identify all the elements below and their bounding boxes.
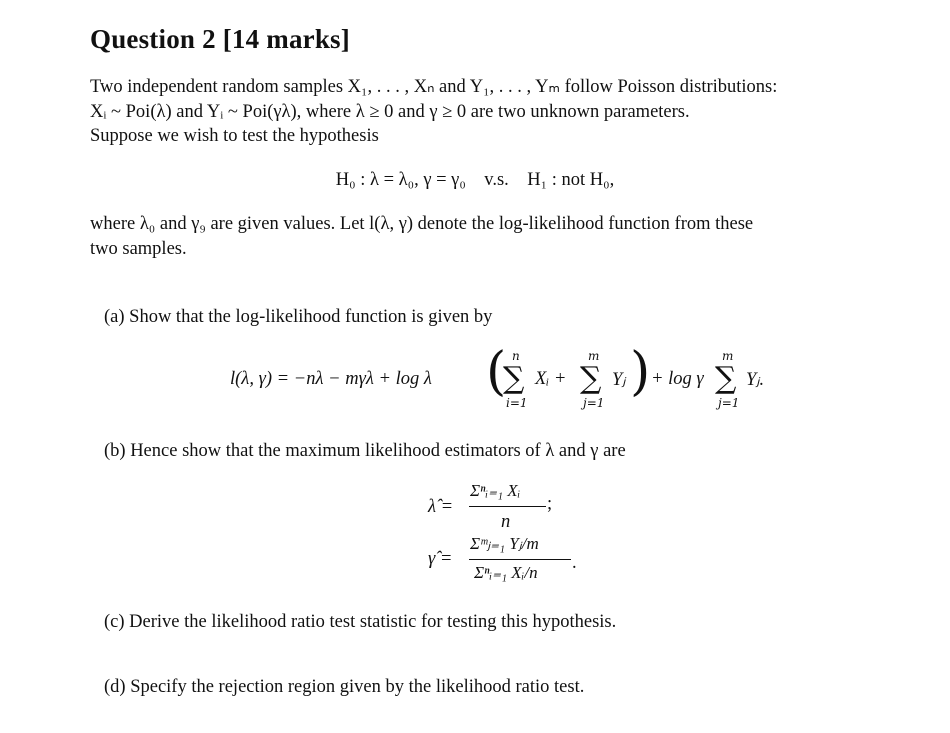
- part-a-text: (a) Show that the log-likelihood function is given by: [104, 307, 493, 327]
- sum2-upper: m: [588, 349, 600, 363]
- sum3-term: Yⱼ.: [746, 370, 765, 390]
- intro-line-3: Suppose we wish to test the hypothesis: [90, 126, 379, 146]
- close-paren: ): [630, 342, 651, 402]
- part-d-text: (d) Specify the rejection region given by the likelihood ratio test.: [104, 677, 585, 697]
- gamma-numerator: Σᵐⱼ₌₁ Yⱼ/m: [470, 534, 539, 553]
- lambda-numerator: Σⁿᵢ₌₁ Xᵢ: [470, 481, 521, 500]
- hypothesis-text: H₀ : λ = λ₀, γ = γ₀ v.s. H₁ : not H₀,: [335, 170, 615, 190]
- given-line-1: where λ₀ and γ₉ are given values. Let l(λ, γ) denote the log-likelihood function from these: [90, 214, 754, 234]
- hypothesis-statement: [0, 170, 950, 191]
- part-c-text: (c) Derive the likelihood ratio test statistic for testing this hypothesis.: [104, 612, 617, 632]
- equation-lhs: l(λ, γ) = −nλ − mγλ + log λ: [230, 369, 432, 389]
- lambda-hat-label: λ̂ =: [428, 497, 454, 517]
- intro-line-1: Two independent random samples X₁, . . . , Xₙ and Y₁, . . . , Yₘ follow Poisson distributions:: [90, 77, 778, 97]
- sum3-upper: m: [722, 349, 734, 363]
- lambda-fraction-bar: [469, 506, 546, 507]
- sum1-lower: i=1: [506, 396, 528, 410]
- gamma-end: .: [572, 553, 577, 573]
- sum3-symbol: ∑: [715, 361, 737, 396]
- intro-paragraph: [90, 75, 880, 149]
- sum1-symbol: ∑: [503, 361, 525, 396]
- given-line-2: two samples.: [90, 238, 187, 259]
- open-paren: (: [486, 342, 507, 402]
- gamma-fraction-bar: [469, 559, 571, 560]
- sum1-upper: n: [512, 349, 520, 363]
- sum3-lower: j=1: [718, 396, 740, 410]
- question-title: Question 2 [14 marks]: [90, 24, 350, 54]
- lambda-denominator: n: [501, 512, 511, 532]
- lambda-end: ;: [547, 494, 553, 514]
- gamma-denominator: Σⁿᵢ₌₁ Xᵢ/n: [474, 563, 538, 582]
- given-paragraph: [90, 212, 880, 261]
- log-gamma: + log γ: [651, 369, 704, 389]
- intro-line-2: Xᵢ ~ Poi(λ) and Yᵢ ~ Poi(γλ), where λ ≥ 0 and γ ≥ 0 are two unknown parameters.: [90, 101, 690, 122]
- sum2-lower: j=1: [583, 396, 605, 410]
- sum2-symbol: ∑: [580, 361, 602, 396]
- gamma-hat-label: γ̂ =: [428, 549, 453, 569]
- part-b-text: (b) Hence show that the maximum likelihood estimators of λ and γ are: [104, 441, 626, 461]
- sum2-term: Yⱼ: [612, 370, 626, 390]
- sum1-term: Xᵢ +: [535, 369, 567, 389]
